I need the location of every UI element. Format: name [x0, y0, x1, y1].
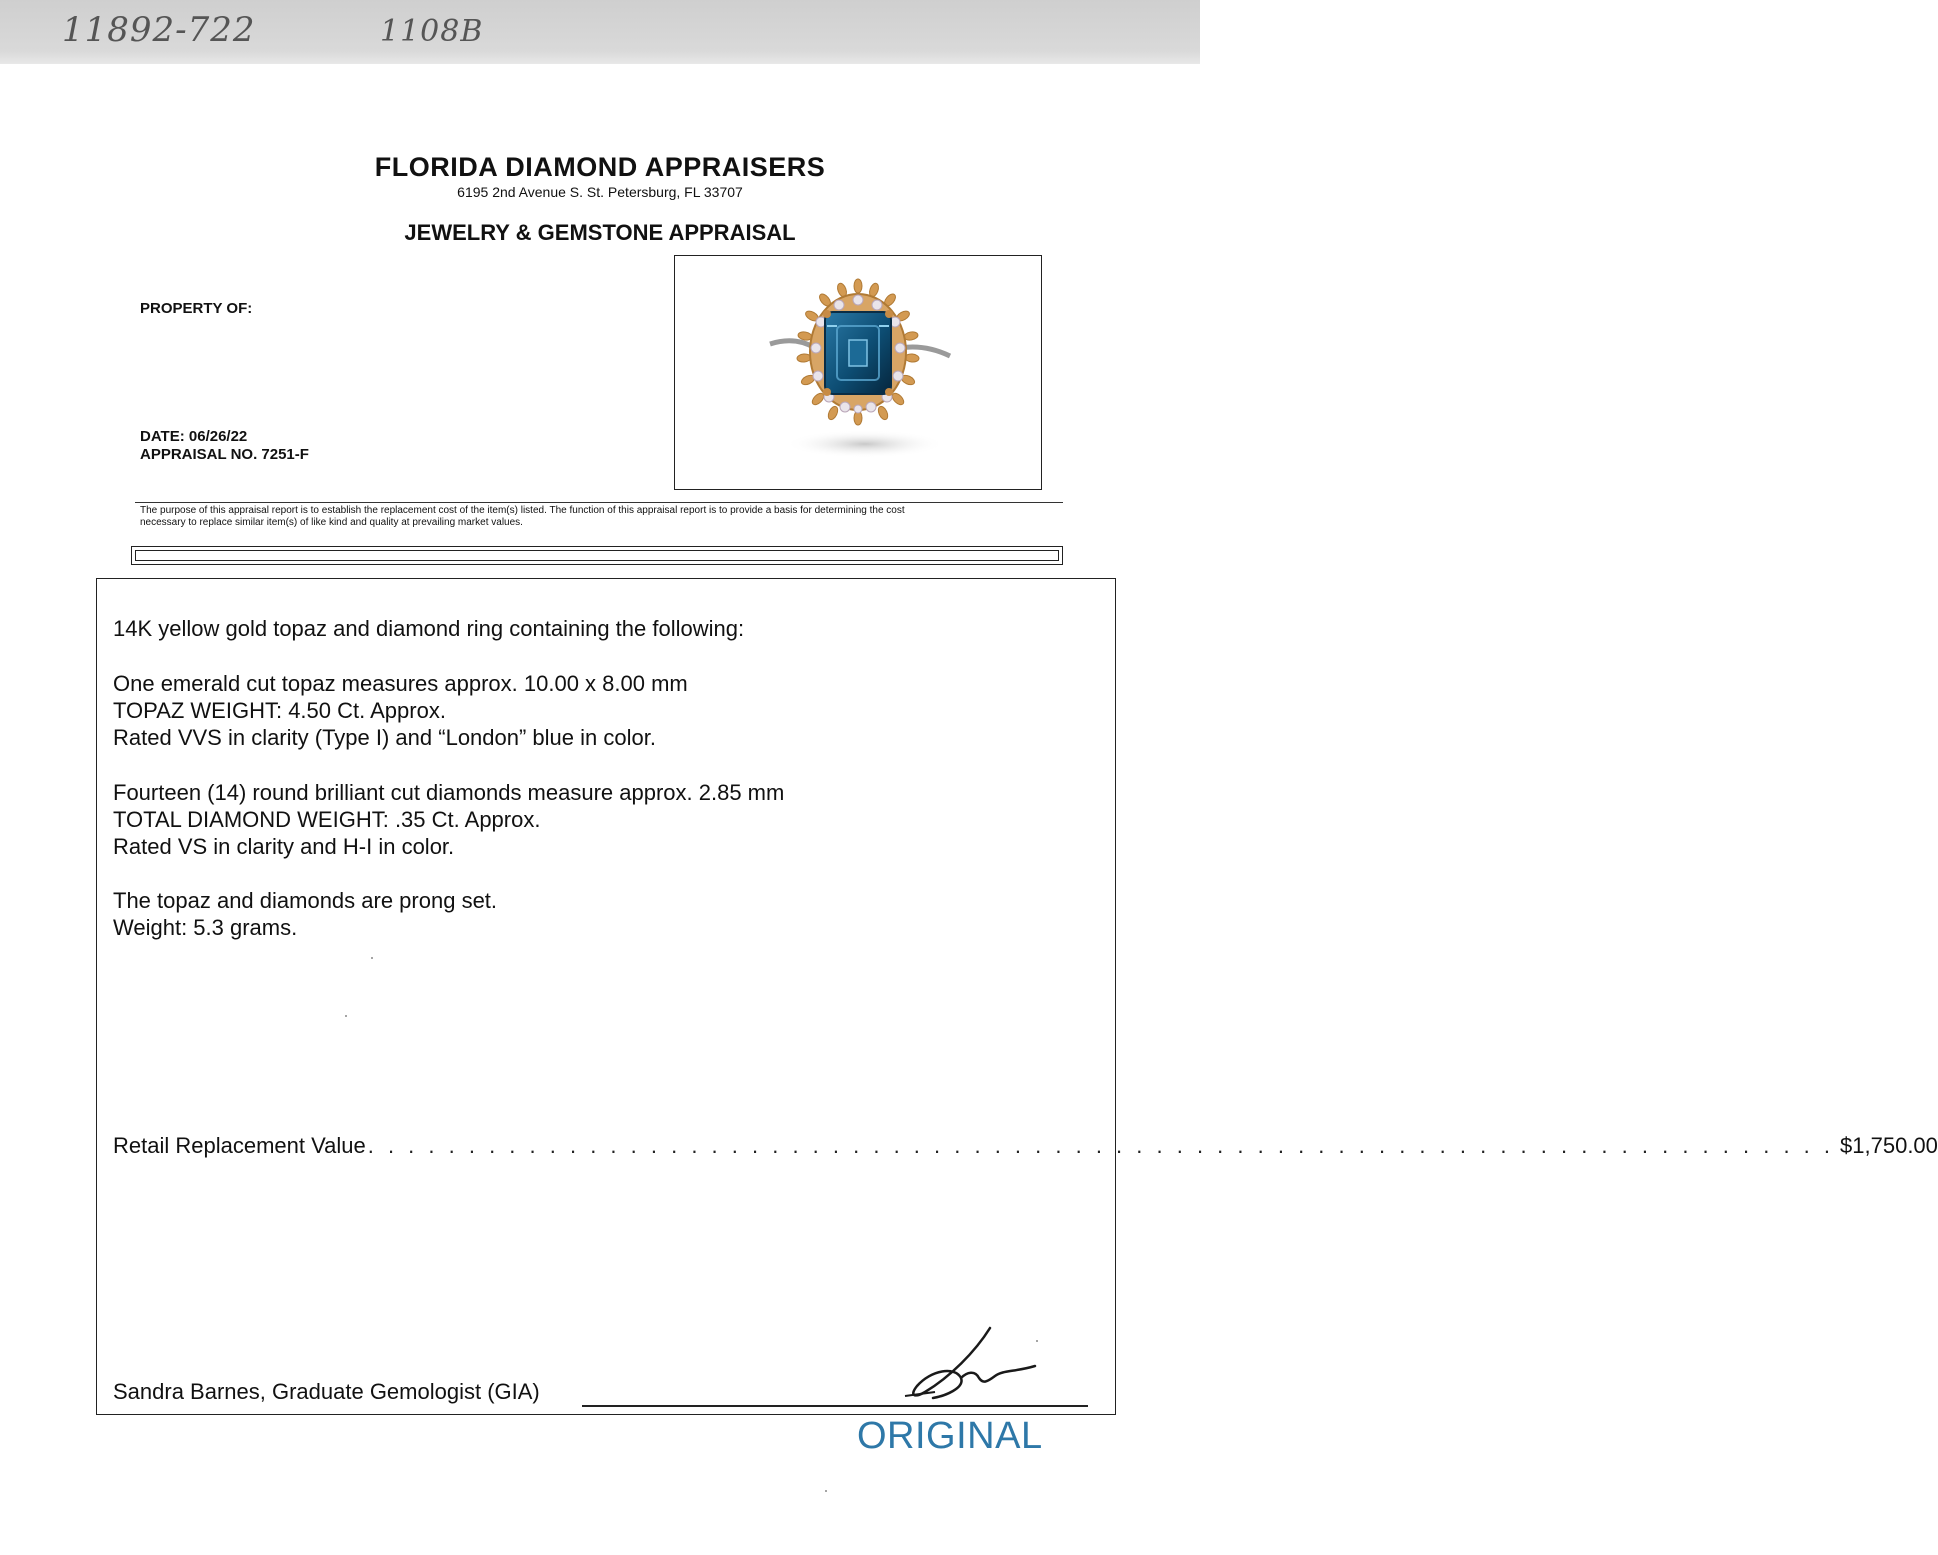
- diamond-rating: Rated VS in clarity and H-I in color.: [113, 834, 455, 859]
- replacement-value-label: Retail Replacement Value: [113, 1133, 366, 1158]
- appraisal-date: DATE: 06/26/22: [140, 428, 248, 445]
- signer-name: Sandra Barnes, Graduate Gemologist (GIA): [113, 1379, 540, 1404]
- appraisal-number: APPRAISAL NO. 7251-F: [140, 446, 309, 463]
- property-of-label: PROPERTY OF:: [140, 300, 253, 317]
- diamond-measurement: Fourteen (14) round brilliant cut diamonds measure approx. 2.85 mm: [113, 780, 785, 805]
- replacement-value-row: [113, 1133, 1938, 1159]
- scan-speck: [1036, 1340, 1038, 1342]
- original-stamp: ORIGINAL: [857, 1415, 1043, 1457]
- scan-speck: [825, 1490, 827, 1492]
- diamond-details: [113, 779, 784, 860]
- leader-dots: . . . . . . . . . . . . . . . . . . . . . . . . . . . . . . . . . . . . . . . . . . . . . . . . . . . . . . . . . . . . . . . . . . . . . . . . .: [367, 1133, 1835, 1158]
- ring-photo: [674, 255, 1042, 490]
- handwritten-note-2: 1108B: [380, 14, 484, 49]
- replacement-value-amount: $1,750.00: [1840, 1133, 1938, 1158]
- item-intro: 14K yellow gold topaz and diamond ring containing the following:: [113, 616, 745, 641]
- purpose-statement: [140, 505, 1065, 529]
- topaz-measurement: One emerald cut topaz measures approx. 10.00 x 8.00 mm: [113, 671, 688, 696]
- topaz-rating: Rated VVS in clarity (Type I) and “London” blue in color.: [113, 725, 656, 750]
- divider-band-inner: [135, 550, 1059, 561]
- divider-band: [131, 546, 1063, 565]
- company-name: FLORIDA DIAMOND APPRAISERS: [374, 152, 826, 182]
- scan-speck: [345, 1015, 347, 1017]
- handwritten-signature: [895, 1322, 1045, 1417]
- handwritten-note-1: 11892-722: [62, 10, 256, 50]
- topaz-details: [113, 670, 688, 751]
- diamond-weight: TOTAL DIAMOND WEIGHT: .35 Ct. Approx.: [113, 807, 541, 832]
- scan-speck: [371, 957, 373, 959]
- purpose-line-2: necessary to replace similar item(s) of like kind and quality at prevailing market values.: [140, 517, 523, 528]
- setting-type: The topaz and diamonds are prong set.: [113, 888, 498, 913]
- item-weight: Weight: 5.3 grams.: [113, 915, 298, 940]
- company-address: 6195 2nd Avenue S. St. Petersburg, FL 33707: [457, 184, 743, 200]
- topaz-weight: TOPAZ WEIGHT: 4.50 Ct. Approx.: [113, 698, 446, 723]
- purpose-line-1: The purpose of this appraisal report is to establish the replacement cost of the item(s) listed. The function of this appraisal report is to provide a basis for determining the cost: [140, 505, 905, 516]
- setting-details: [113, 887, 497, 941]
- ring-illustration: [675, 256, 1041, 489]
- document-title: JEWELRY & GEMSTONE APPRAISAL: [404, 220, 796, 245]
- purpose-rule: [135, 502, 1063, 503]
